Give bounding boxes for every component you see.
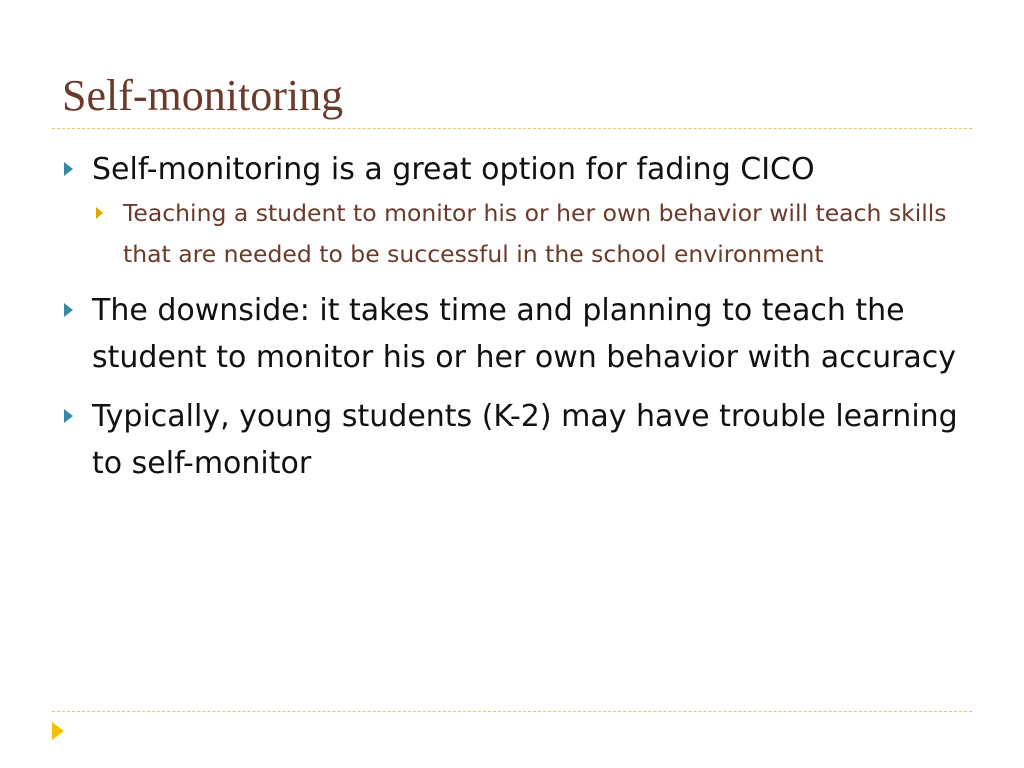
title-divider (52, 128, 972, 129)
bullet-item (60, 146, 965, 275)
slide-title: Self-monitoring (62, 71, 344, 120)
bullet-list (60, 146, 965, 499)
bullet-text: Self-monitoring is a great option for fading CICO (92, 152, 815, 187)
sub-bullet-text: Teaching a student to monitor his or her own behavior will teach skills that are needed to be successful in the school environment (123, 199, 947, 268)
triangle-bullet-icon (64, 162, 73, 176)
triangle-bullet-icon (64, 409, 73, 423)
bullet-text: Typically, young students (K-2) may have trouble learning to self-monitor (92, 399, 958, 481)
bullet-text: The downside: it takes time and planning to teach the student to monitor his or her own behavior with accuracy (92, 293, 957, 375)
bullet-item (60, 287, 965, 381)
sub-bullet-item (92, 193, 965, 275)
triangle-marker-icon (52, 722, 64, 740)
triangle-bullet-icon (64, 303, 73, 317)
triangle-sub-bullet-icon (96, 207, 103, 219)
bullet-item (60, 393, 965, 487)
footer-divider (52, 711, 972, 712)
